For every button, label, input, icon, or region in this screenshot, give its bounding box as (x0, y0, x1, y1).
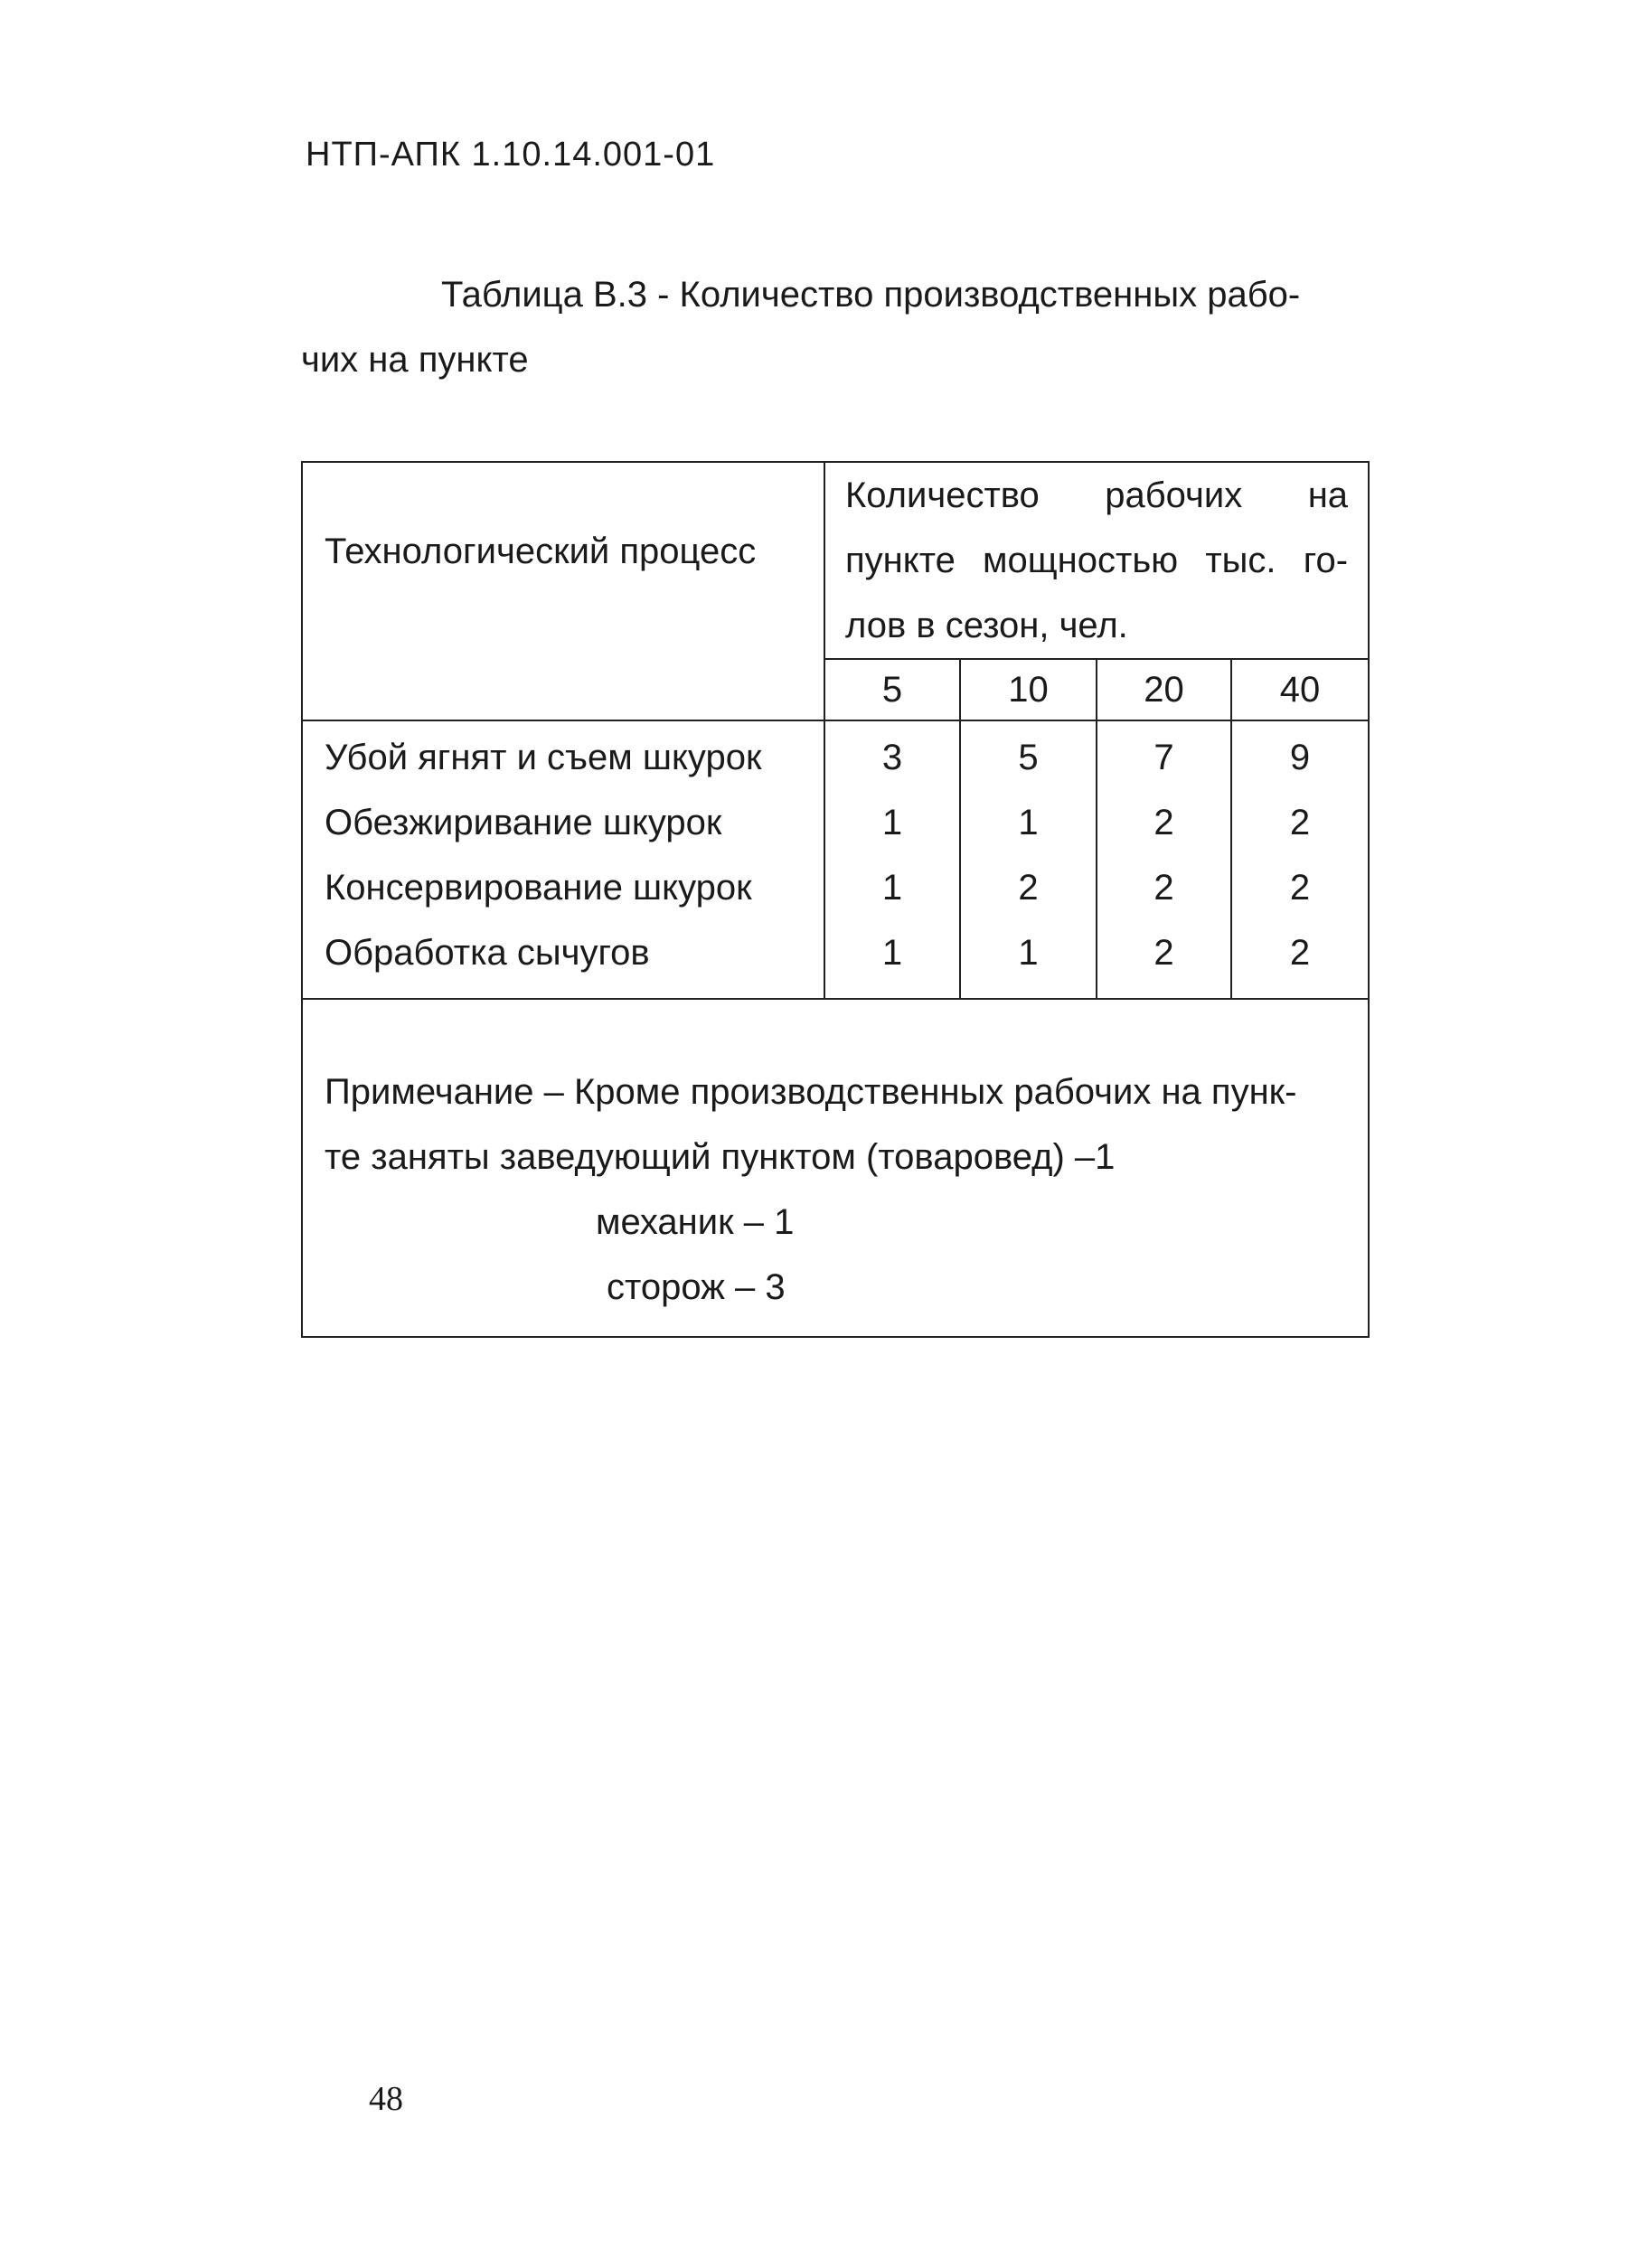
process-names-cell (302, 720, 824, 999)
capacity-cell: 40 (1231, 659, 1369, 720)
value-cell: 2 (1153, 933, 1174, 973)
value-cell: 2 (1153, 868, 1174, 908)
value-cell: 2 (1289, 933, 1311, 973)
capacity-cell: 5 (824, 659, 960, 720)
table-caption-line-2: чих на пункте (301, 340, 529, 380)
note-line-1: Примечание – Кроме производственных рабочих на пунк- (325, 1072, 1297, 1112)
note-line-2: те заняты заведующий пунктом (товаровед) –1 (325, 1137, 1116, 1177)
value-cell: 9 (1289, 738, 1311, 777)
value-cell: 2 (1289, 803, 1311, 842)
quantity-column-header (824, 462, 1369, 659)
process-name: Консервирование шкурок (325, 868, 752, 908)
value-cell: 1 (881, 933, 903, 973)
table-note (302, 999, 1369, 1337)
value-column-5 (824, 720, 960, 999)
quantity-header-line-2: пункте мощностью тыс. го- (845, 541, 1349, 580)
value-cell: 1 (1018, 803, 1039, 842)
value-column-20 (1097, 720, 1231, 999)
value-cell: 2 (1153, 803, 1174, 842)
value-cell: 7 (1153, 738, 1174, 777)
value-column-10 (960, 720, 1097, 999)
table-note-row (302, 999, 1369, 1337)
note-line-4: сторож – 3 (607, 1267, 786, 1307)
table-header-row (302, 462, 1369, 659)
value-cell: 1 (881, 803, 903, 842)
table-body-row (302, 720, 1369, 999)
value-cell: 1 (881, 868, 903, 908)
table-caption-line-1: Таблица В.3 - Количество производственных рабо- (441, 275, 1301, 315)
process-name: Обезжиривание шкурок (325, 803, 722, 842)
process-column-header (302, 462, 824, 720)
process-name: Убой ягнят и съем шкурок (325, 738, 762, 777)
value-column-40 (1231, 720, 1369, 999)
value-cell: 5 (1018, 738, 1039, 777)
capacity-cell: 20 (1097, 659, 1231, 720)
workers-table (301, 461, 1370, 1338)
process-name: Обработка сычугов (325, 933, 650, 973)
process-column-header-text: Технологический процесс (325, 532, 757, 571)
value-cell: 1 (1018, 933, 1039, 973)
value-cell: 2 (1018, 868, 1039, 908)
document-header: НТП-АПК 1.10.14.001-01 (306, 136, 716, 174)
quantity-header-line-1: Количество рабочих на (845, 475, 1349, 515)
table-caption (301, 262, 1368, 392)
page-number: 48 (369, 2080, 403, 2118)
value-cell: 2 (1289, 868, 1311, 908)
capacity-cell: 10 (960, 659, 1097, 720)
note-line-3: механик – 1 (596, 1202, 795, 1242)
value-cell: 3 (881, 738, 903, 777)
quantity-header-line-3: лов в сезон, чел. (845, 606, 1128, 645)
